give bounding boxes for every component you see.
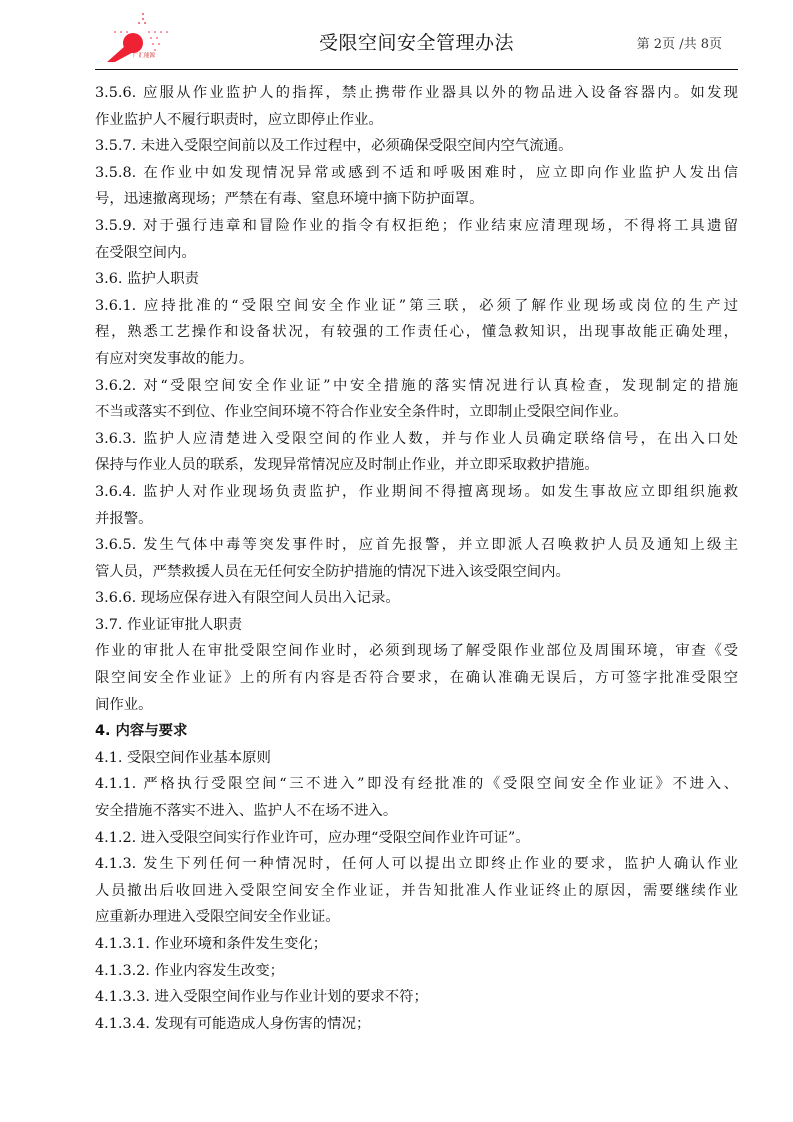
text-line: 限空间安全作业证》上的所有内容是否符合要求，在确认准确无误后，方可签字批准受限空	[95, 670, 738, 687]
text-line: 3.5.7. 未进入受限空间前以及工作过程中，必须确保受限空间内空气流通。	[95, 138, 573, 155]
text-line: 3.6.4. 监护人对作业现场负责监护，作业期间不得擅离现场。如发生事故应立即组织施救	[95, 483, 738, 500]
document-title: 受限空间安全管理办法	[318, 32, 514, 54]
paragraph	[95, 771, 738, 824]
page-indicator: 第 2页 /共 8页	[636, 37, 722, 52]
text-line: 管人员，严禁救援人员在无任何安全防护措施的情况下进入该受限空间内。	[95, 563, 570, 580]
text-line: 有应对突发事故的能力。	[95, 350, 254, 367]
text-line: 作业监护人不履行职责时，应立即停止作业。	[95, 111, 383, 128]
text-line: 3.5.9. 对于强行违章和冒险作业的指令有权拒绝；作业结束应清理现场，不得将工具遗留	[95, 217, 738, 234]
text-line: 4.1. 受限空间作业基本原则	[95, 749, 271, 766]
paragraph	[95, 532, 738, 585]
text-line: 4.1.2. 进入受限空间实行作业许可，应办理“受限空间作业许可证”。	[95, 829, 530, 846]
text-line: 3.6.2. 对“受限空间安全作业证”中安全措施的落实情况进行认真检查，发现制定的措施	[95, 377, 738, 394]
paragraph	[95, 133, 738, 160]
text-line: 4.1.3.1. 作业环境和条件发生变化；	[95, 936, 328, 952]
text-line: 3.7. 作业证审批人职责	[95, 616, 243, 633]
document-body	[95, 80, 738, 1037]
paragraph	[95, 585, 738, 612]
text-line: 保持与作业人员的联系，发现异常情况应及时制止作业，并立即采取救护措施。	[95, 457, 599, 474]
text-line: 人员撤出后收回进入受限空间安全作业证，并告知批准人作业证终止的原因，需要继续作业	[95, 882, 738, 899]
paragraph	[95, 745, 738, 772]
text-line: 3.5.8. 在作业中如发现情况异常或感到不适和呼吸困难时，应立即向作业监护人发出信	[95, 164, 738, 181]
page-header	[95, 0, 738, 70]
paragraph	[95, 160, 738, 213]
text-line: 4. 内容与要求	[95, 723, 188, 740]
paragraph	[95, 373, 738, 426]
paragraph	[95, 825, 738, 852]
paragraph	[95, 638, 738, 718]
text-line: 4.1.3.4. 发现有可能造成人身伤害的情况；	[95, 1015, 371, 1032]
text-line: 3.6.5. 发生气体中毒等突发事件时，应首先报警，并立即派人召唤救护人员及通知上级主	[95, 537, 738, 554]
text-line: 3.6.3. 监护人应清楚进入受限空间的作业人数，并与作业人员确定联络信号，在出入口处	[95, 430, 738, 447]
text-line: 安全措施不落实不进入、监护人不在场不进入。	[95, 803, 398, 820]
section-heading	[95, 718, 738, 745]
paragraph	[95, 931, 738, 958]
paragraph	[95, 1011, 738, 1038]
paragraph	[95, 612, 738, 639]
text-line: 并报警。	[95, 510, 153, 527]
text-line: 4.1.3. 发生下列任何一种情况时，任何人可以提出立即终止作业的要求，监护人确认作业	[95, 856, 738, 873]
paragraph	[95, 984, 738, 1011]
text-line: 4.1.3.2. 作业内容发生改变；	[95, 962, 285, 979]
text-line: 3.5.6. 应服从作业监护人的指挥，禁止携带作业器具以外的物品进入设备容器内。如发现	[95, 85, 738, 101]
text-line: 4.1.1. 严格执行受限空间“三不进入”即没有经批准的《受限空间安全作业证》不进入、	[95, 776, 738, 793]
text-line: 间作业。	[95, 696, 153, 713]
text-line: 作业的审批人在审批受限空间作业时，必须到现场了解受限作业部位及周围环境，审查《受	[95, 643, 738, 660]
logo-text: 广汇能源	[133, 53, 156, 59]
text-line: 在受限空间内。	[95, 244, 196, 261]
text-line: 3.6.6. 现场应保存进入有限空间人员出入记录。	[95, 590, 400, 607]
paragraph	[95, 851, 738, 931]
paragraph	[95, 958, 738, 985]
text-line: 应重新办理进入受限空间安全作业证。	[95, 909, 340, 926]
paragraph	[95, 426, 738, 479]
paragraph	[95, 266, 738, 293]
paragraph	[95, 213, 738, 266]
text-line: 4.1.3.3. 进入受限空间作业与作业计划的要求不符；	[95, 989, 428, 1006]
paragraph	[95, 479, 738, 532]
text-line: 3.6. 监护人职责	[95, 271, 199, 288]
paragraph	[95, 293, 738, 373]
text-line: 不当或落实不到位、作业空间环境不符合作业安全条件时，立即制止受限空间作业。	[95, 404, 628, 421]
text-line: 程，熟悉工艺操作和设备状况，有较强的工作责任心，懂急救知识，出现事故能正确处理，	[95, 324, 738, 341]
paragraph	[95, 80, 738, 133]
text-line: 号，迅速撤离现场；严禁在有毒、窒息环境中摘下防护面罩。	[95, 191, 484, 208]
text-line: 3.6.1. 应持批准的“受限空间安全作业证”第三联，必须了解作业现场或岗位的生产过	[95, 297, 738, 314]
